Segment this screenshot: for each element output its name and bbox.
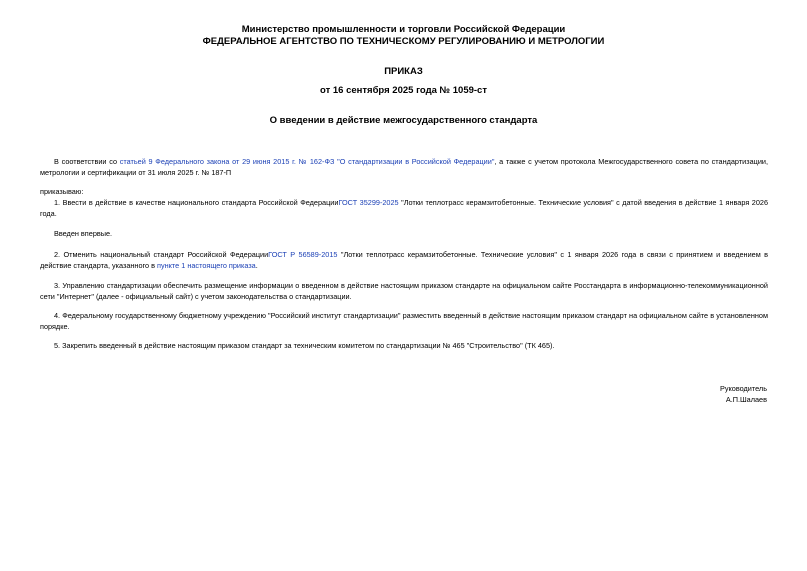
document-type: ПРИКАЗ (384, 66, 423, 77)
signature-position: Руководитель (719, 384, 767, 393)
order-word: приказываю: (40, 187, 84, 196)
item-2-middle: "Лотки теплотрасс керамзитобетонные. Технические условия" с 1 января 2026 года в связи с принятием и введением в действие стандарта, указанного в (40, 250, 768, 270)
item-1-tail: "Лотки теплотрасс керамзитобетонные. Технические условия" с датой введения в действие 1 января 2026 года. (40, 198, 769, 218)
gost-35299-link[interactable]: ГОСТ 35299-2025 (338, 198, 399, 207)
item-1-note: Введен впервые. (54, 229, 113, 238)
gost-r-56589-link[interactable]: ГОСТ Р 56589-2015 (268, 250, 338, 259)
agency-name: ФЕДЕРАЛЬНОЕ АГЕНТСТВО ПО ТЕХНИЧЕСКОМУ РЕГУЛИРОВАНИЮ И МЕТРОЛОГИИ (202, 36, 605, 47)
preamble-lead: В соответствии со (54, 157, 120, 166)
item-1 (40, 198, 768, 219)
document-date-number: от 16 сентября 2025 года № 1059-ст (320, 85, 487, 96)
item-1-lead: 1. Ввести в действие в качестве национального стандарта Российской Федерации (54, 198, 339, 207)
ministry-name: Министерство промышленности и торговли Российской Федерации (241, 24, 566, 35)
item-1-reference-link[interactable]: пункте 1 настоящего приказа (157, 260, 256, 270)
signature-name: А.П.Шалаев (725, 395, 767, 404)
item-3: 3. Управлению стандартизации обеспечить размещение информации о введенном в действие настоящим приказом стандарте на официальном сайте Росстандарта в информационно-телекоммуникационной сети "Интернет" (далее - официальный сайт) с учетом законодательства о стандартизации. (40, 281, 768, 301)
item-4: 4. Федеральному государственному бюджетному учреждению "Российский институт стандартизации" разместить введенный в действие настоящим приказом стандарт на официальном сайте в установленном порядке. (40, 311, 768, 331)
document-title: О введении в действие межгосударственного стандарта (269, 115, 538, 126)
item-2-tail: . (255, 260, 258, 270)
law-link[interactable]: статьей 9 Федерального закона от 29 июня 2015 г. № 162-ФЗ "О стандартизации в Российской Федерации" (119, 157, 495, 166)
preamble-paragraph (40, 157, 768, 178)
item-2 (40, 250, 768, 271)
item-5: 5. Закрепить введенный в действие настоящим приказом стандарт за техническим комитетом по стандартизации № 465 "Строительство" (ТК 465). (54, 341, 555, 350)
item-2-lead: 2. Отменить национальный стандарт Российской Федерации (54, 250, 269, 259)
preamble-tail: , а также с учетом протокола Межгосударственного совета по стандартизации, метрологии и сертификации от 31 июля 2025 г. № 187-П (40, 157, 769, 177)
